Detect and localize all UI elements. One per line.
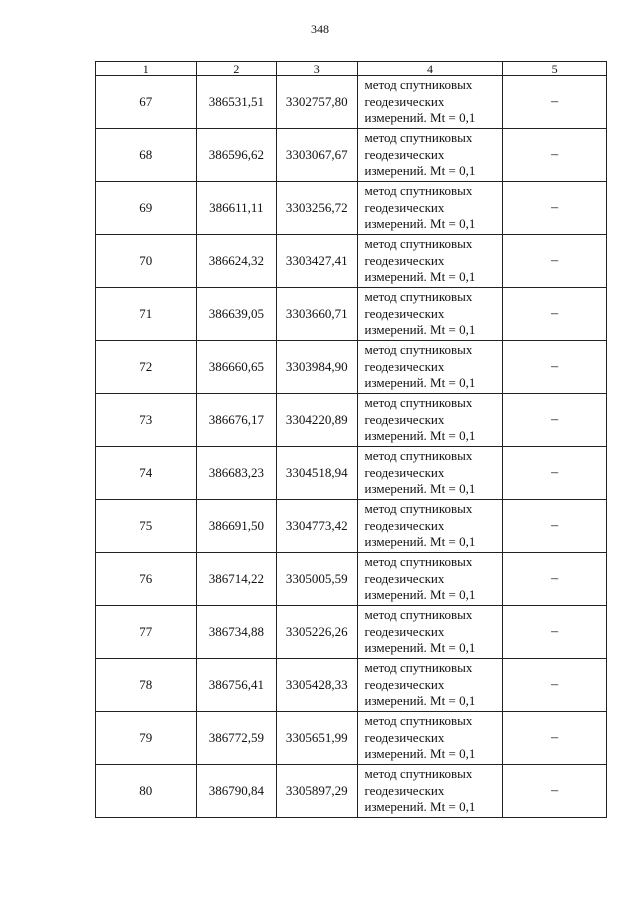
column-header-2: 2 xyxy=(196,62,276,76)
x-coordinate-cell: 386756,41 xyxy=(196,659,276,712)
point-number-cell: 78 xyxy=(96,659,197,712)
method-line: геодезических xyxy=(364,782,445,798)
table-row xyxy=(96,235,607,288)
column-header-3: 3 xyxy=(277,62,357,76)
accuracy-cell: – xyxy=(503,553,607,606)
method-line: метод спутниковых xyxy=(364,77,473,93)
column-header-5: 5 xyxy=(503,62,607,76)
x-coordinate-cell: 386734,88 xyxy=(196,606,276,659)
point-number-cell: 67 xyxy=(96,76,197,129)
method-line: измерений. Mt = 0,1 xyxy=(364,269,476,285)
method-line: измерений. Mt = 0,1 xyxy=(364,216,476,232)
method-line: метод спутниковых xyxy=(364,501,473,517)
point-number-cell: 74 xyxy=(96,447,197,500)
accuracy-cell: – xyxy=(503,447,607,500)
y-coordinate-cell: 3305005,59 xyxy=(277,553,357,606)
table-row xyxy=(96,76,607,129)
accuracy-cell: – xyxy=(503,235,607,288)
accuracy-cell: – xyxy=(503,394,607,447)
table-row xyxy=(96,553,607,606)
point-number-cell: 68 xyxy=(96,129,197,182)
method-line: геодезических xyxy=(364,623,445,639)
method-cell xyxy=(357,712,503,765)
method-cell xyxy=(357,553,503,606)
method-cell xyxy=(357,235,503,288)
x-coordinate-cell: 386531,51 xyxy=(196,76,276,129)
method-line: измерений. Mt = 0,1 xyxy=(364,428,476,444)
method-line: геодезических xyxy=(364,570,445,586)
table-row xyxy=(96,712,607,765)
y-coordinate-cell: 3303427,41 xyxy=(277,235,357,288)
method-line: измерений. Mt = 0,1 xyxy=(364,640,476,656)
method-line: геодезических xyxy=(364,305,445,321)
y-coordinate-cell: 3303984,90 xyxy=(277,341,357,394)
method-cell xyxy=(357,129,503,182)
table-row xyxy=(96,659,607,712)
accuracy-cell: – xyxy=(503,500,607,553)
method-line: метод спутниковых xyxy=(364,448,473,464)
method-line: геодезических xyxy=(364,464,445,480)
table-row xyxy=(96,288,607,341)
method-line: измерений. Mt = 0,1 xyxy=(364,746,476,762)
x-coordinate-cell: 386683,23 xyxy=(196,447,276,500)
y-coordinate-cell: 3305897,29 xyxy=(277,765,357,818)
method-line: метод спутниковых xyxy=(364,289,473,305)
method-line: геодезических xyxy=(364,146,445,162)
method-cell xyxy=(357,606,503,659)
method-line: измерений. Mt = 0,1 xyxy=(364,322,476,338)
method-line: метод спутниковых xyxy=(364,130,473,146)
table-row xyxy=(96,394,607,447)
method-line: метод спутниковых xyxy=(364,713,473,729)
y-coordinate-cell: 3304773,42 xyxy=(277,500,357,553)
method-line: метод спутниковых xyxy=(364,183,473,199)
table-row xyxy=(96,606,607,659)
method-line: измерений. Mt = 0,1 xyxy=(364,481,476,497)
method-line: геодезических xyxy=(364,252,445,268)
y-coordinate-cell: 3302757,80 xyxy=(277,76,357,129)
y-coordinate-cell: 3303256,72 xyxy=(277,182,357,235)
y-coordinate-cell: 3304518,94 xyxy=(277,447,357,500)
x-coordinate-cell: 386691,50 xyxy=(196,500,276,553)
y-coordinate-cell: 3303660,71 xyxy=(277,288,357,341)
x-coordinate-cell: 386596,62 xyxy=(196,129,276,182)
accuracy-cell: – xyxy=(503,765,607,818)
x-coordinate-cell: 386790,84 xyxy=(196,765,276,818)
x-coordinate-cell: 386624,32 xyxy=(196,235,276,288)
point-number-cell: 77 xyxy=(96,606,197,659)
method-line: метод спутниковых xyxy=(364,660,473,676)
method-line: метод спутниковых xyxy=(364,342,473,358)
method-line: метод спутниковых xyxy=(364,607,473,623)
point-number-cell: 69 xyxy=(96,182,197,235)
method-cell xyxy=(357,765,503,818)
y-coordinate-cell: 3303067,67 xyxy=(277,129,357,182)
x-coordinate-cell: 386772,59 xyxy=(196,712,276,765)
accuracy-cell: – xyxy=(503,182,607,235)
table-row xyxy=(96,341,607,394)
y-coordinate-cell: 3305651,99 xyxy=(277,712,357,765)
y-coordinate-cell: 3305428,33 xyxy=(277,659,357,712)
point-number-cell: 75 xyxy=(96,500,197,553)
table-row xyxy=(96,129,607,182)
method-cell xyxy=(357,182,503,235)
accuracy-cell: – xyxy=(503,606,607,659)
point-number-cell: 71 xyxy=(96,288,197,341)
point-number-cell: 79 xyxy=(96,712,197,765)
table-row xyxy=(96,765,607,818)
x-coordinate-cell: 386660,65 xyxy=(196,341,276,394)
point-number-cell: 72 xyxy=(96,341,197,394)
point-number-cell: 80 xyxy=(96,765,197,818)
method-line: геодезических xyxy=(364,411,445,427)
x-coordinate-cell: 386639,05 xyxy=(196,288,276,341)
method-line: измерений. Mt = 0,1 xyxy=(364,587,476,603)
x-coordinate-cell: 386676,17 xyxy=(196,394,276,447)
method-cell xyxy=(357,500,503,553)
method-line: измерений. Mt = 0,1 xyxy=(364,375,476,391)
page-number: 348 xyxy=(311,22,329,36)
accuracy-cell: – xyxy=(503,712,607,765)
method-line: измерений. Mt = 0,1 xyxy=(364,534,476,550)
point-number-cell: 76 xyxy=(96,553,197,606)
table-header-row xyxy=(96,62,607,76)
column-header-1: 1 xyxy=(96,62,197,76)
column-header-4: 4 xyxy=(357,62,503,76)
table-row xyxy=(96,182,607,235)
method-line: метод спутниковых xyxy=(364,766,473,782)
y-coordinate-cell: 3304220,89 xyxy=(277,394,357,447)
x-coordinate-cell: 386714,22 xyxy=(196,553,276,606)
method-line: геодезических xyxy=(364,729,445,745)
x-coordinate-cell: 386611,11 xyxy=(196,182,276,235)
method-line: геодезических xyxy=(364,199,445,215)
method-line: геодезических xyxy=(364,93,445,109)
accuracy-cell: – xyxy=(503,129,607,182)
method-line: измерений. Mt = 0,1 xyxy=(364,799,476,815)
table-row xyxy=(96,500,607,553)
method-cell xyxy=(357,394,503,447)
method-line: геодезических xyxy=(364,517,445,533)
method-line: метод спутниковых xyxy=(364,236,473,252)
table-row xyxy=(96,447,607,500)
y-coordinate-cell: 3305226,26 xyxy=(277,606,357,659)
method-cell xyxy=(357,288,503,341)
method-line: измерений. Mt = 0,1 xyxy=(364,110,476,126)
accuracy-cell: – xyxy=(503,341,607,394)
accuracy-cell: – xyxy=(503,659,607,712)
method-line: метод спутниковых xyxy=(364,395,473,411)
method-line: геодезических xyxy=(364,358,445,374)
accuracy-cell: – xyxy=(503,288,607,341)
method-line: метод спутниковых xyxy=(364,554,473,570)
accuracy-cell: – xyxy=(503,76,607,129)
method-line: измерений. Mt = 0,1 xyxy=(364,163,476,179)
method-cell xyxy=(357,76,503,129)
method-cell xyxy=(357,659,503,712)
method-cell xyxy=(357,341,503,394)
method-cell xyxy=(357,447,503,500)
method-line: геодезических xyxy=(364,676,445,692)
method-line: измерений. Mt = 0,1 xyxy=(364,693,476,709)
coordinates-table xyxy=(95,61,607,818)
point-number-cell: 73 xyxy=(96,394,197,447)
point-number-cell: 70 xyxy=(96,235,197,288)
table-body xyxy=(96,76,607,818)
